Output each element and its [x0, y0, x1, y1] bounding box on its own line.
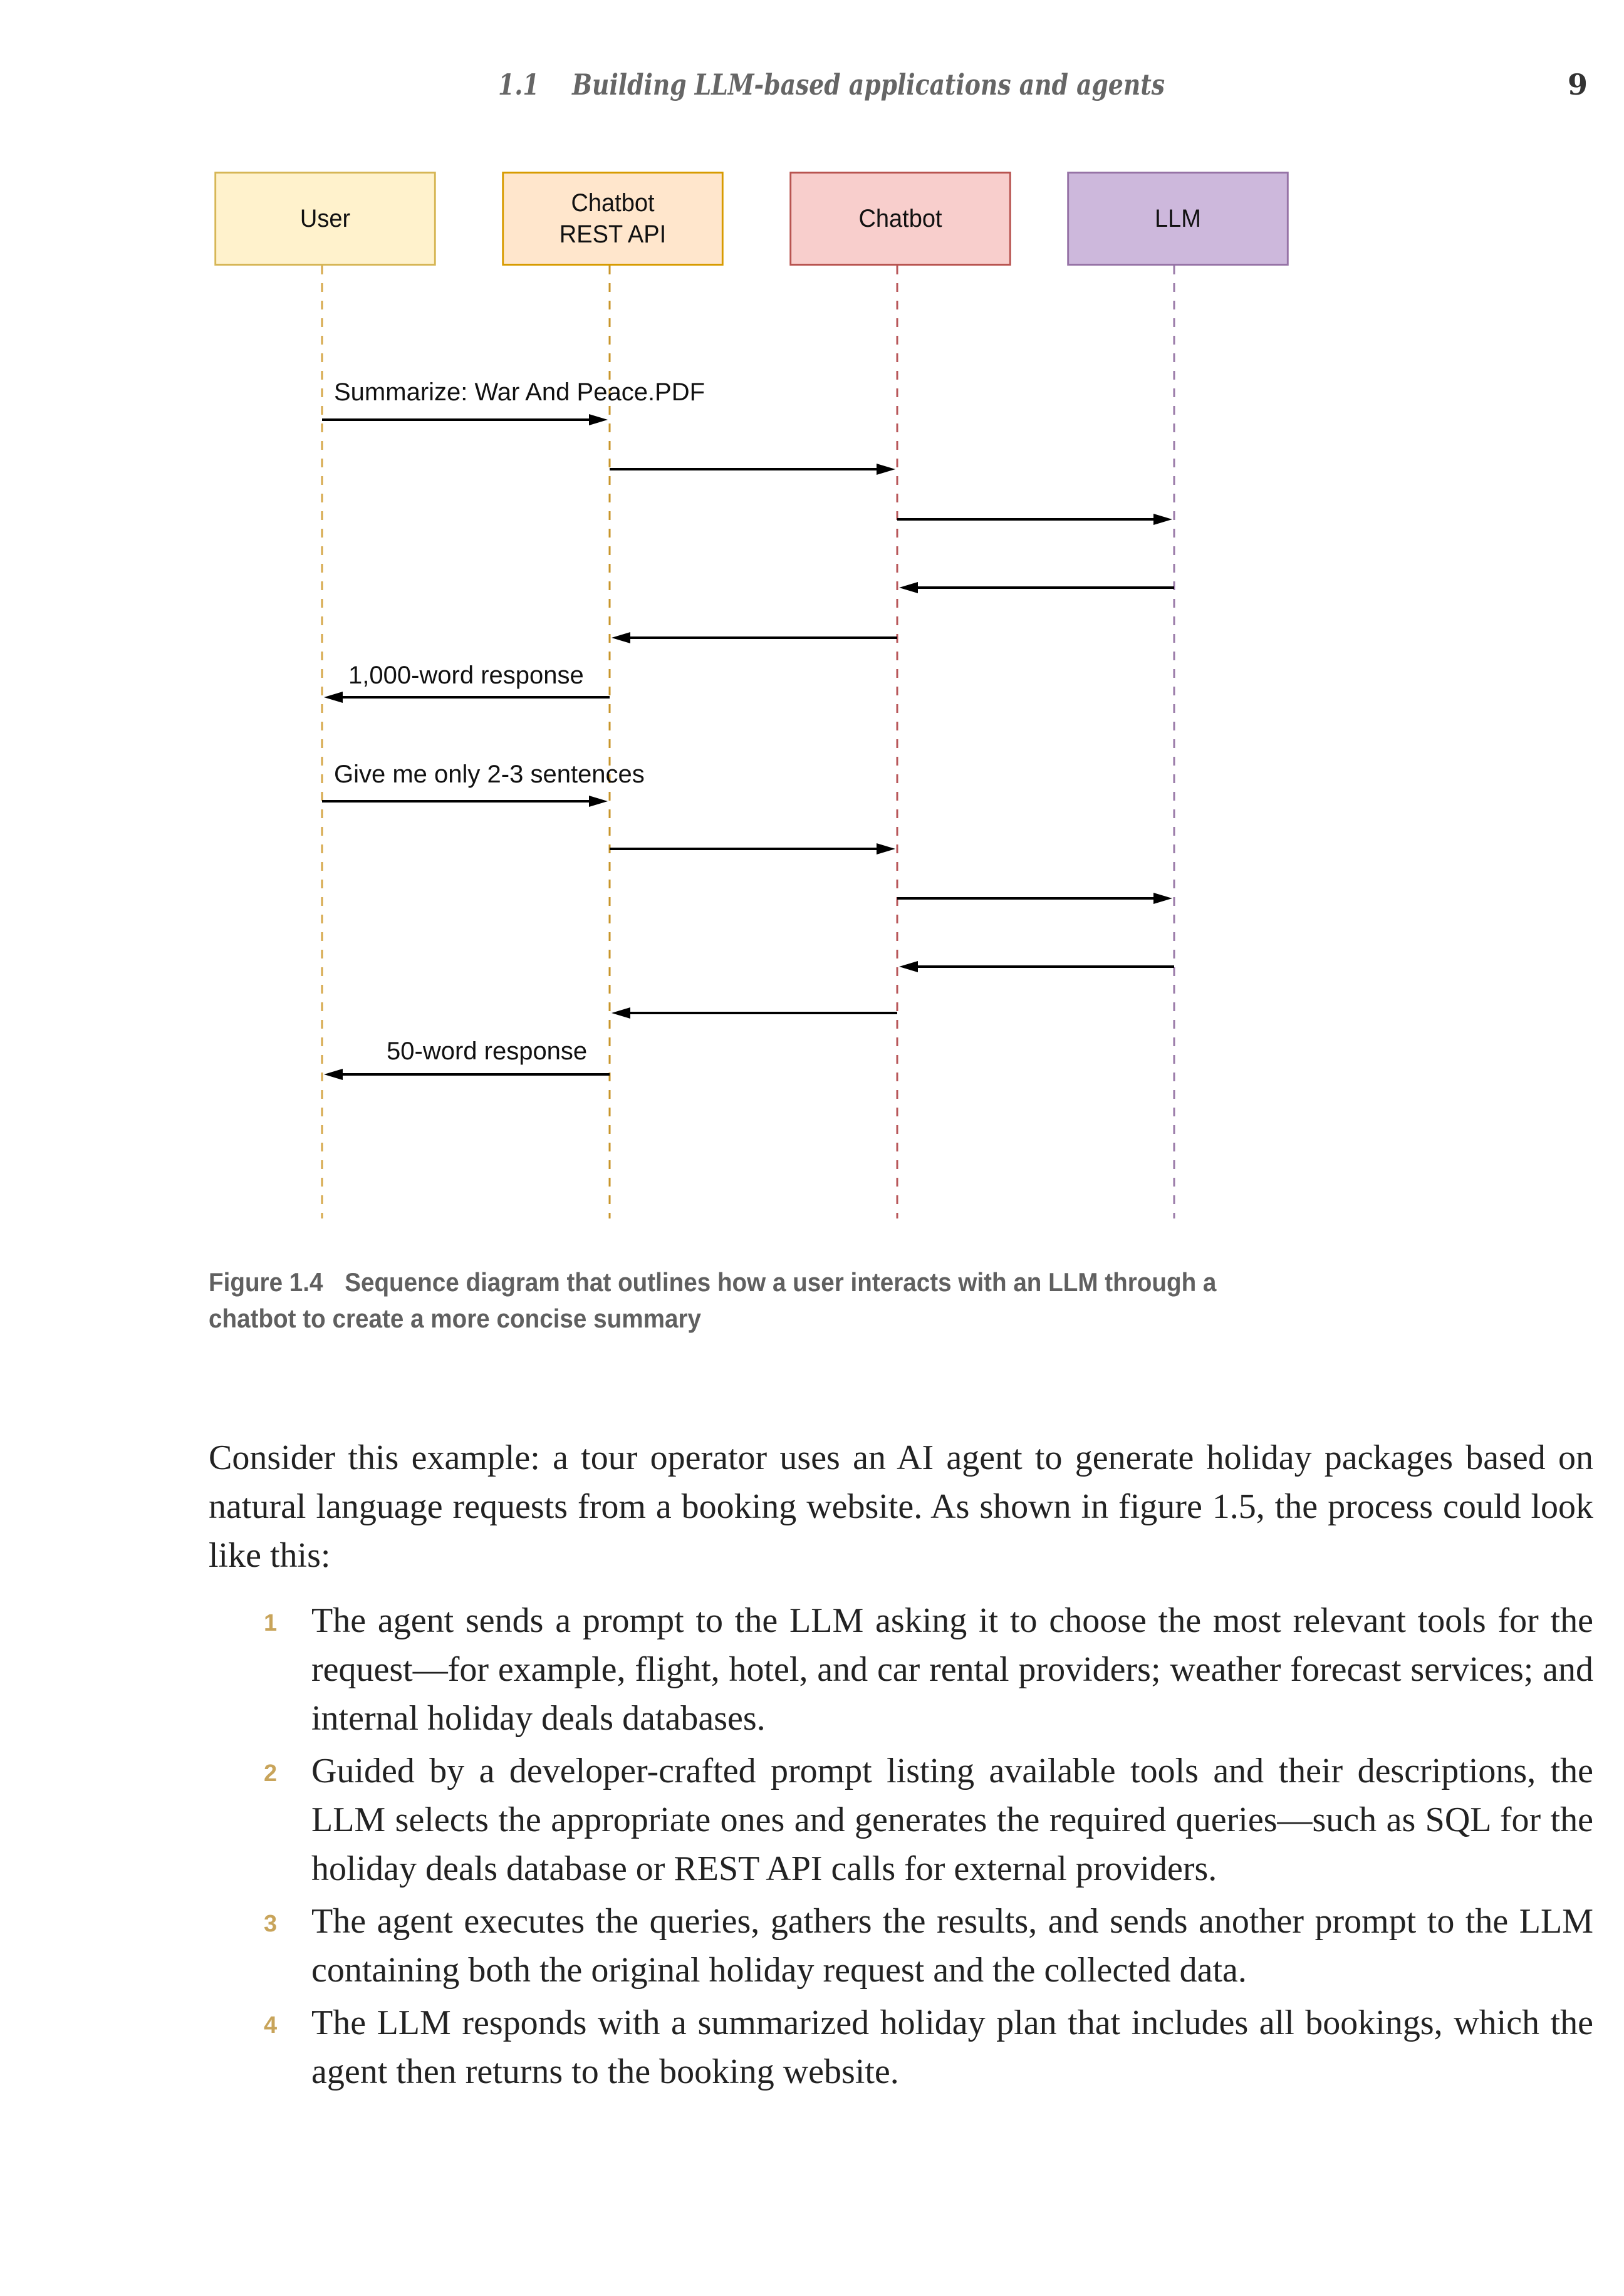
actor-label: LLM — [1155, 205, 1201, 232]
message-arrow — [899, 582, 1174, 593]
arrowhead-icon — [899, 961, 918, 972]
arrowhead-icon — [899, 582, 918, 593]
message-arrow — [324, 692, 610, 703]
list-item-text: Guided by a developer-crafted prompt listing available tools and their descriptions, the LLM selects the appropriate ones and generates the required queries—such as SQL for the holiday deals database or REST API calls for external providers. — [311, 1752, 1593, 1888]
message-arrow — [322, 414, 608, 425]
arrowhead-icon — [324, 692, 343, 703]
actor-chatbot-rest-api — [502, 172, 723, 266]
arrowhead-icon — [612, 1007, 630, 1019]
actor-chatbot — [789, 172, 1011, 266]
message-arrow — [610, 464, 895, 475]
list-item-text: The agent sends a prompt to the LLM asking it to choose the most relevant tools for the request—for example, flight, hotel, and car rental providers; weather forecast services; and internal holiday deals databases. — [311, 1601, 1593, 1738]
figure-number: Figure 1.4 — [209, 1267, 323, 1297]
message-arrow — [322, 796, 608, 807]
arrowhead-icon — [877, 843, 895, 855]
arrowhead-icon — [1153, 893, 1172, 904]
arrowhead-icon — [1153, 514, 1172, 525]
list-item — [209, 1897, 1593, 1995]
figure-caption — [209, 1264, 1246, 1337]
actor-llm — [1067, 172, 1288, 266]
figure-caption-text: Sequence diagram that outlines how a user interacts with an LLM through a chatbot to create a more concise summary — [209, 1267, 1217, 1333]
list-item-number: 3 — [264, 1911, 278, 1937]
list-item-number: 2 — [264, 1760, 278, 1787]
arrowhead-icon — [589, 796, 608, 807]
actor-label-line-1: Chatbot — [571, 189, 655, 217]
arrowhead-icon — [612, 632, 630, 643]
actor-label: Chatbot — [858, 205, 942, 232]
arrowhead-icon — [589, 414, 608, 425]
arrowhead-icon — [877, 464, 895, 475]
message-label: 1,000-word response — [348, 662, 584, 689]
list-item-text: The agent executes the queries, gathers the results, and sends another prompt to the LLM containing both the original holiday request and the collected data. — [311, 1902, 1593, 1990]
list-item — [209, 1596, 1593, 1743]
list-item-number: 1 — [264, 1610, 278, 1636]
message-arrow — [612, 1007, 897, 1019]
intro-paragraph: Consider this example: a tour operator uses an AI agent to generate holiday packages based on natural language requests from a booking website. As shown in figure 1.5, the process could look like this: — [209, 1438, 1593, 1575]
arrowhead-icon — [324, 1069, 343, 1080]
page-number: 9 — [1567, 68, 1588, 101]
message-arrow — [612, 632, 897, 643]
message-label: Give me only 2-3 sentences — [334, 761, 645, 788]
process-steps-list — [209, 1596, 1593, 2100]
message-label: 50-word response — [387, 1037, 588, 1065]
message-arrow — [899, 961, 1174, 972]
message-arrow — [897, 893, 1172, 904]
list-item — [209, 1998, 1593, 2096]
message-arrow — [324, 1069, 610, 1080]
list-item-number: 4 — [264, 2012, 278, 2039]
actor-user — [214, 172, 435, 266]
list-item-text: The LLM responds with a summarized holiday plan that includes all bookings, which the agent then returns to the booking website. — [311, 2003, 1593, 2091]
section-title: 1.1 Building LLM-based applications and agents — [498, 68, 1165, 101]
actor-label-line-2: REST API — [559, 221, 667, 248]
actor-label: User — [299, 205, 351, 232]
message-label: Summarize: War And Peace.PDF — [334, 378, 705, 406]
message-arrow — [610, 843, 895, 855]
message-arrow — [897, 514, 1172, 525]
list-item — [209, 1747, 1593, 1893]
